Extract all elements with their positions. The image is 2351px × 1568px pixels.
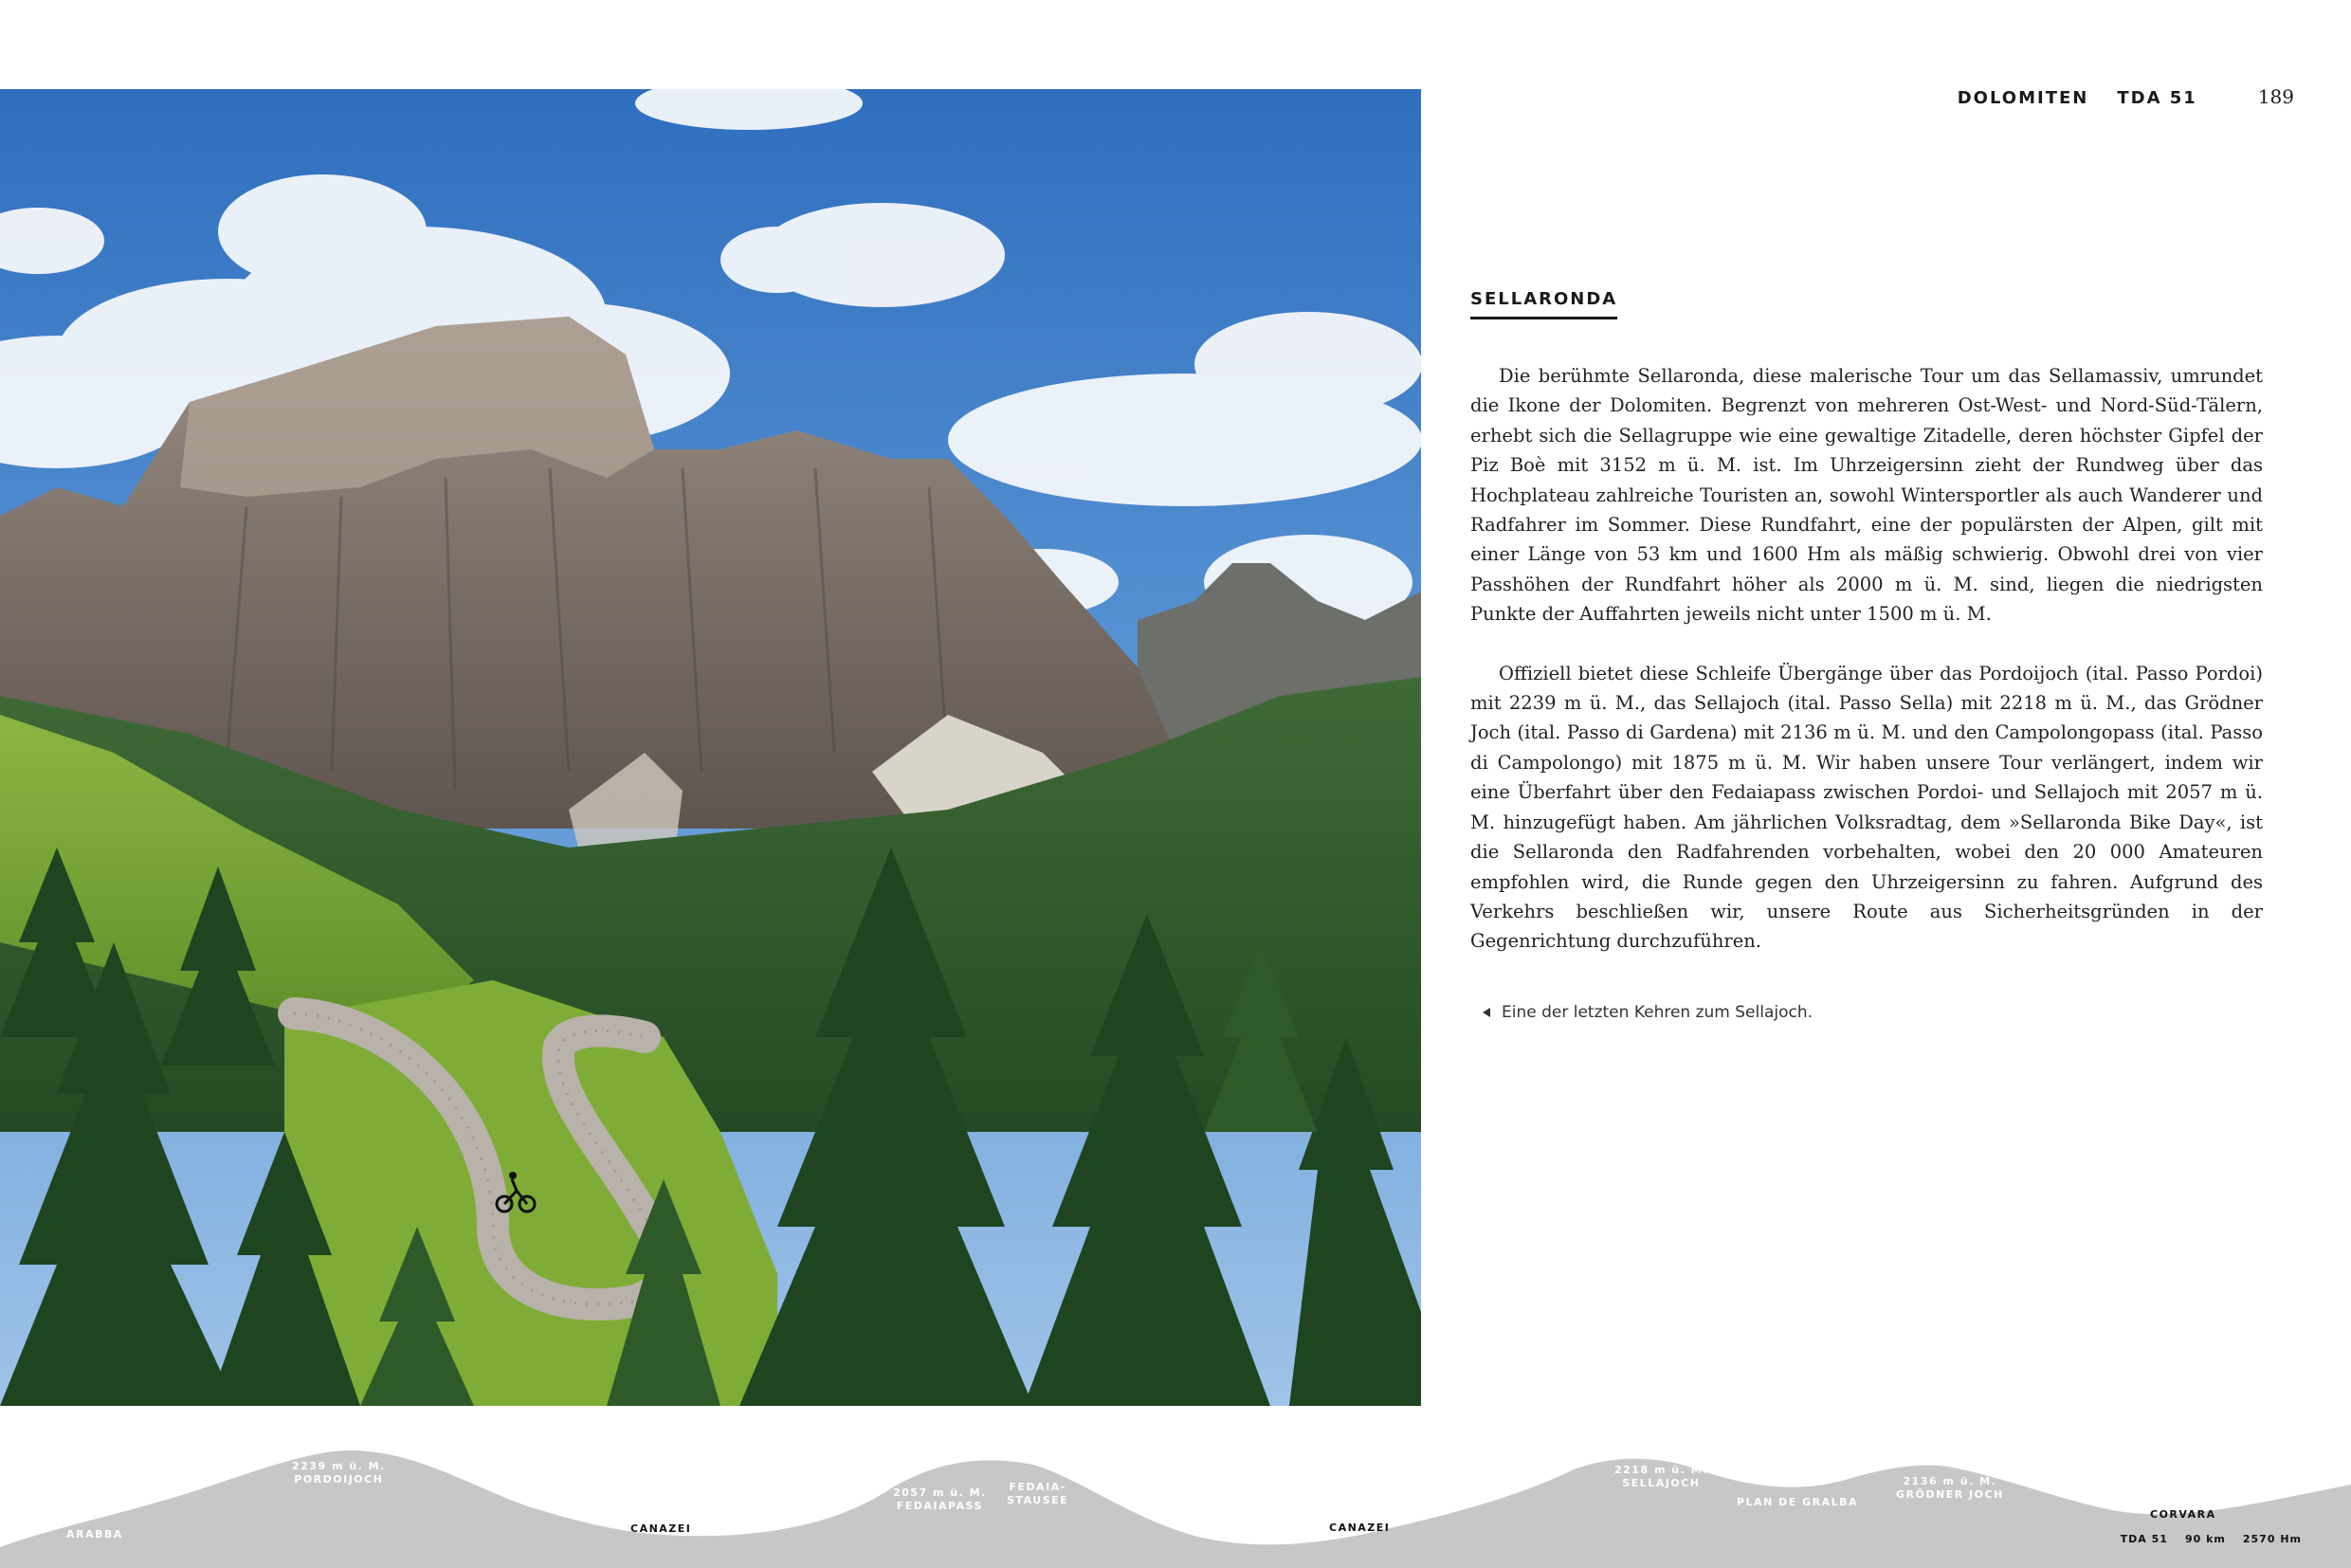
profile-label-fedaiapass: 2057 m ü. M. FEDAIAPASS (893, 1486, 987, 1512)
stats-distance: 90 km (2184, 1533, 2226, 1545)
landscape-photo (0, 89, 1421, 1406)
profile-label-groedner-joch: 2136 m ü. M. GRÖDNER JOCH (1896, 1475, 2004, 1501)
running-header (1958, 85, 2294, 114)
profile-label-arabba: ARABBA (66, 1528, 123, 1541)
caption-text: Eine der letzten Kehren zum Sellajoch. (1502, 1003, 1813, 1022)
page-number: 189 (2257, 85, 2294, 108)
stats-elevation-gain: 2570 Hm (2242, 1533, 2302, 1545)
profile-label-pordoijoch: 2239 m ü. M. PORDOIJOCH (292, 1460, 386, 1486)
caret-left-icon (1483, 1008, 1490, 1017)
profile-label-plan-de-gralba: PLAN DE GRALBA (1737, 1496, 1859, 1508)
profile-label-canazei-1: CANAZEI (630, 1522, 692, 1535)
stats-code: TDA 51 (2120, 1533, 2168, 1545)
paragraph-1: Die berühmte Sellaronda, diese malerische Tour um das Sellamassiv, umrundet die Ikone der Dolomiten. Begrenzt von mehreren Ost-West- und Nord-Süd-Tälern, erhebt sich die Sellagruppe wie eine gewaltige Zitadelle, deren höchster Gipfel der Piz Boè mit 3152 m ü. M. ist. Im Uhrzeigersinn zieht der Rundweg über das Hochplateau zahlreiche Touristen an, sowohl Wintersportler als auch Wanderer und Radfahrer im Sommer. Diese Rundfahrt, eine der populärsten der Alpen, gilt mit einer Länge von 53 km und 1600 Hm als mäßig schwierig. Obwohl drei von vier Passhöhen der Rundfahrt höher als 2000 m ü. M. sind, liegen die niedrigsten Punkte der Auffahrten jeweils nicht unter 1500 m ü. M. (1470, 365, 2263, 626)
header-tour-code: TDA 51 (2117, 88, 2197, 108)
profile-label-corvara: CORVARA (2150, 1508, 2216, 1521)
profile-label-fedaia-stausee: FEDAIA- STAUSEE (1007, 1481, 1069, 1506)
section-title: SELLARONDA (1470, 289, 1617, 319)
paragraph-2: Offiziell bietet diese Schleife Übergänge über das Pordoijoch (ital. Passo Pordoi) mit 2239 m ü. M., das Sellajoch (ital. Passo Sella) mit 2218 m ü. M., das Grödner Joch (ital. Passo di Gardena) mit 2136 m ü. M. und den Campolongopass (ital. Passo di Campolongo) mit 1875 m ü. M. Wir haben unsere Tour verlängert, indem wir eine Überfahrt über den Fedaiapass zwischen Pordoi- und Sellajoch mit 2057 m ü. M. hinzugefügt haben. Am jährlichen Volksradtag, dem »Sellaronda Bike Day«, ist die Sellaronda den Radfahrenden vorbehalten, wobei den 20 000 Amateuren empfohlen wird, die Runde gegen den Uhrzeigersinn zu fahren. Aufgrund des Verkehrs beschließen wir, unsere Route aus Sicherheitsgründen in der Gegenrichtung durchzuführen. (1470, 662, 2263, 953)
profile-label-canazei-2: CANAZEI (1329, 1522, 1391, 1534)
photo-caption (1483, 1003, 1813, 1022)
header-region: DOLOMITEN (1957, 88, 2089, 108)
tour-stats (2121, 1533, 2302, 1545)
sella-mountain-illustration (0, 89, 1421, 1406)
profile-label-sellajoch: 2218 m ü. M. SELLAJOCH (1614, 1464, 1708, 1489)
article-column (1470, 289, 2263, 957)
